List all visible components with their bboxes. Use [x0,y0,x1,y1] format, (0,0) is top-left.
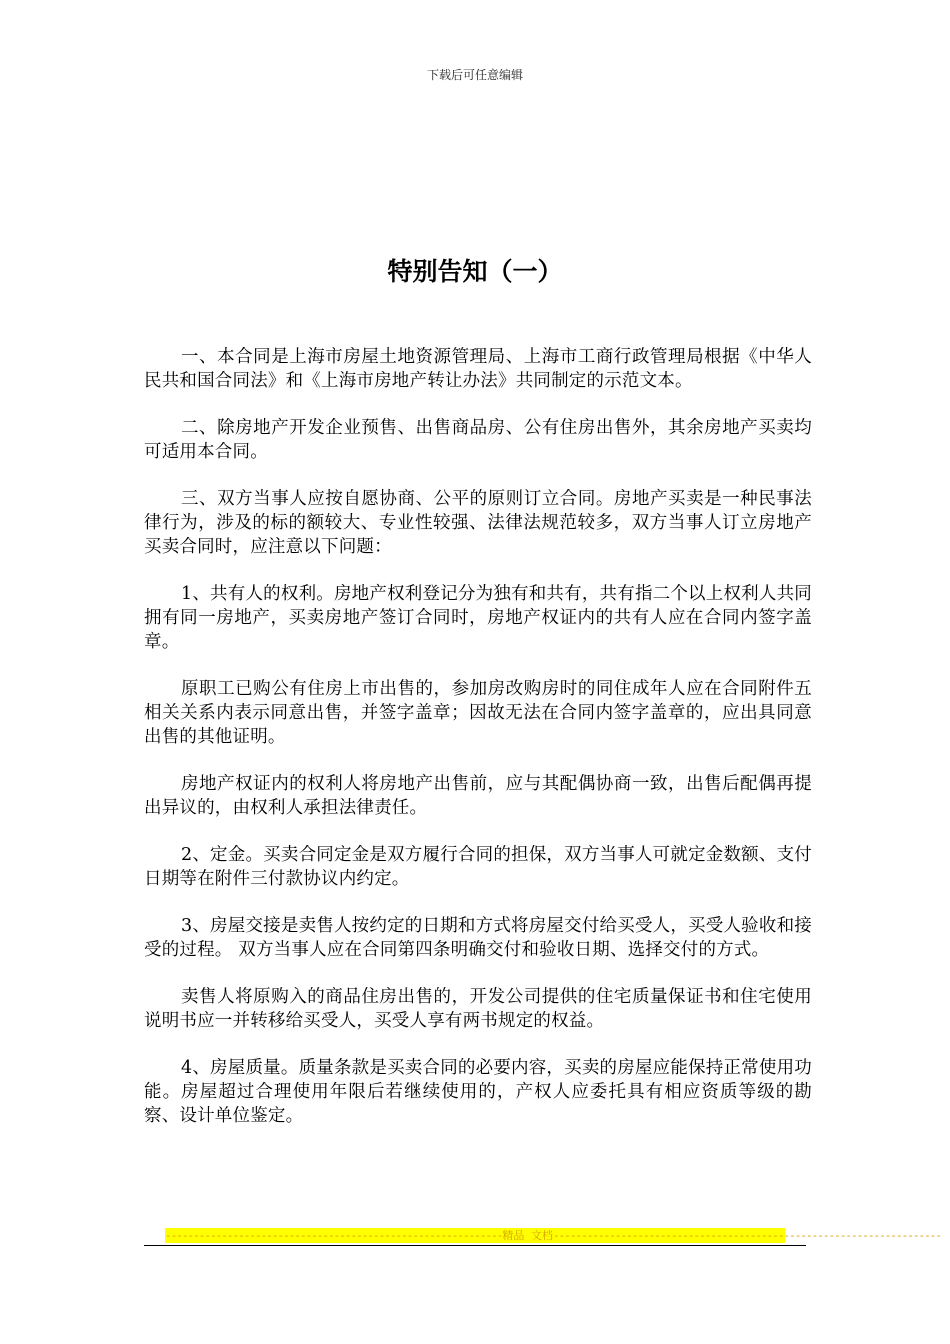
footer-divider [144,1245,806,1246]
paragraph-9: 卖售人将原购入的商品住房出售的，开发公司提供的住宅质量保证书和住宅使用说明书应一并转移给买受人，买受人享有两书规定的权益。 [144,987,812,1031]
page-header-note: 下载后可任意编辑 [426,68,523,82]
paragraph-6: 房地产权证内的权利人将房地产出售前，应与其配偶协商一致，出售后配偶再提出异议的，由权利人承担法律责任。 [144,774,812,818]
paragraph-7: 2、定金。买卖合同定金是双方履行合同的担保，双方当事人可就定金数额、支付日期等在附件三付款协议内约定。 [144,845,812,889]
document-title: 特别告知（一） [387,257,563,286]
paragraph-2: 二、除房地产开发企业预售、出售商品房、公有住房出售外，其余房地产买卖均可适用本合同。 [144,418,812,462]
paragraph-5: 原职工已购公有住房上市出售的，参加房改购房时的同住成年人应在合同附件五相关关系内表示同意出售，并签字盖章；因故无法在合同内签字盖章的，应出具同意出售的其他证明。 [144,679,812,747]
document-body [144,345,812,1151]
footer-dashes-left: ------------------------------------------------------------ [165,1229,503,1242]
paragraph-8: 3、房屋交接是卖售人按约定的日期和方式将房屋交付给买受人，买受人验收和接受的过程。 双方当事人应在合同第四条明确交付和验收日期、选择交付的方式。 [144,916,812,960]
footer-dashes-right: --------------------------------------------------------------------- [552,1229,941,1242]
footer-banner [165,1228,941,1243]
paragraph-10: 4、房屋质量。质量条款是买卖合同的必要内容，买卖的房屋应能保持正常使用功能。房屋超过合理使用年限后若继续使用的，产权人应委托具有相应资质等级的勘察、设计单位鉴定。 [144,1058,812,1126]
paragraph-3: 三、双方当事人应按自愿协商、公平的原则订立合同。房地产买卖是一种民事法律行为，涉及的标的额较大、专业性较强、法律法规范较多，双方当事人订立房地产买卖合同时，应注意以下问题： [144,489,812,557]
paragraph-1: 一、本合同是上海市房屋土地资源管理局、上海市工商行政管理局根据《中华人民共和国合同法》和《上海市房地产转让办法》共同制定的示范文本。 [144,347,812,391]
paragraph-4: 1、共有人的权利。房地产权利登记分为独有和共有，共有指二个以上权利人共同拥有同一房地产，买卖房地产签订合同时，房地产权证内的共有人应在合同内签字盖章。 [144,584,812,652]
footer-label: 精品 文档 [502,1229,553,1242]
